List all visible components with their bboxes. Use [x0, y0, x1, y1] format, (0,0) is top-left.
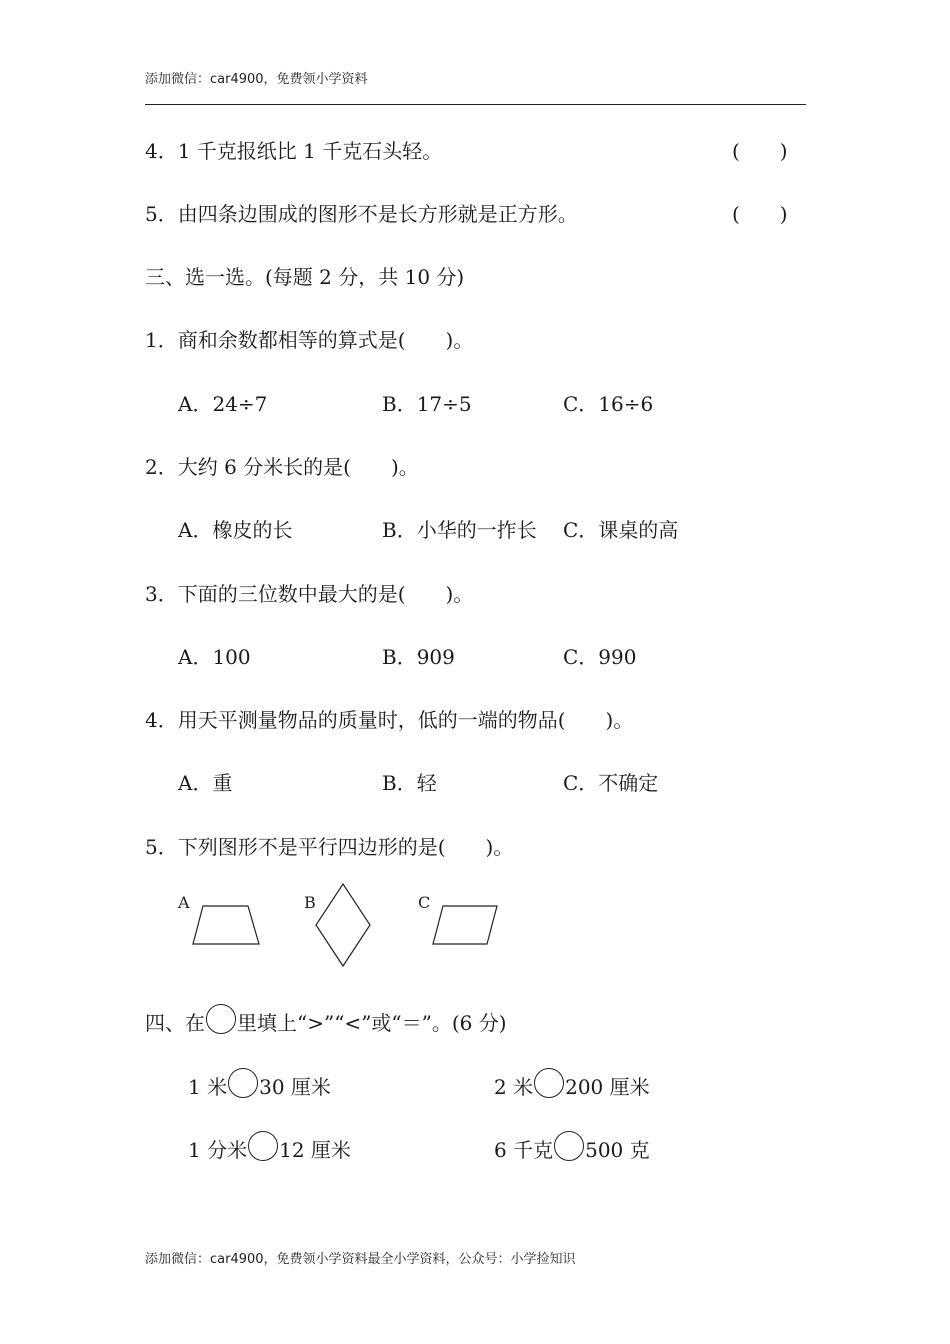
choice-q1-option-a: A．24÷7 — [178, 392, 268, 416]
choice-q1: 1．商和余数都相等的算式是( )。 — [145, 328, 474, 352]
compare-item-1-answer-circle[interactable] — [228, 1068, 258, 1098]
choice-q3-option-b: B．909 — [382, 645, 455, 669]
compare-item-1 — [188, 1068, 331, 1101]
compare-title-prefix: 四、在 — [145, 1011, 205, 1035]
compare-item-4 — [494, 1131, 650, 1164]
shape-a-trapezoid — [193, 906, 259, 944]
compare-title-suffix: 里填上“>”“<”或“＝”。(6 分) — [237, 1011, 507, 1035]
choice-q5-shapes-figure — [170, 880, 510, 975]
choice-q5: 5．下列图形不是平行四边形的是( )。 — [145, 835, 514, 859]
choice-q2-option-a: A．橡皮的长 — [178, 518, 293, 542]
compare-title-circle-icon — [206, 1004, 236, 1034]
choice-q4-option-b: B．轻 — [382, 771, 437, 795]
header-divider — [145, 104, 806, 105]
shape-label-b: B — [304, 893, 316, 912]
shape-c-parallelogram — [433, 906, 497, 944]
compare-item-4-right: 500 克 — [585, 1138, 650, 1162]
choice-q4-option-c: C．不确定 — [563, 771, 659, 795]
choice-q1-option-c: C．16÷6 — [563, 392, 654, 416]
compare-item-3-right: 12 厘米 — [279, 1138, 351, 1162]
shape-label-c: C — [418, 893, 431, 912]
judge-item-4: 4．1 千克报纸比 1 千克石头轻。 — [145, 139, 443, 163]
compare-item-2-right: 200 厘米 — [565, 1075, 650, 1099]
compare-item-3-left: 1 分米 — [188, 1138, 248, 1162]
choice-q4: 4．用天平测量物品的质量时，低的一端的物品( )。 — [145, 708, 634, 732]
section-choice-title: 三、选一选。(每题 2 分，共 10 分) — [145, 265, 465, 289]
compare-item-3 — [188, 1131, 351, 1164]
compare-item-3-answer-circle[interactable] — [248, 1131, 278, 1161]
compare-item-4-left: 6 千克 — [494, 1138, 554, 1162]
judge-item-5: 5．由四条边围成的图形不是长方形就是正方形。 — [145, 202, 578, 226]
shape-label-a: A — [178, 893, 190, 912]
choice-q3: 3．下面的三位数中最大的是( )。 — [145, 582, 474, 606]
judge-item-4-answer-paren: ( ) — [732, 139, 788, 163]
compare-item-2-left: 2 米 — [494, 1075, 534, 1099]
choice-q3-option-c: C．990 — [563, 645, 637, 669]
choice-q2-option-b: B．小华的一拃长 — [382, 518, 537, 542]
judge-item-5-answer-paren: ( ) — [732, 202, 788, 226]
choice-q2-option-c: C．课桌的高 — [563, 518, 679, 542]
section-compare-title — [145, 1004, 507, 1037]
choice-q4-option-a: A．重 — [178, 771, 233, 795]
choice-q2: 2．大约 6 分米长的是( )。 — [145, 455, 419, 479]
compare-item-1-right: 30 厘米 — [259, 1075, 331, 1099]
shape-b-rhombus — [316, 884, 370, 966]
compare-item-4-answer-circle[interactable] — [554, 1131, 584, 1161]
compare-item-1-left: 1 米 — [188, 1075, 228, 1099]
page-header: 添加微信：car4900，免费领小学资料 — [145, 72, 368, 87]
choice-q1-option-b: B．17÷5 — [382, 392, 472, 416]
page-footer: 添加微信：car4900，免费领小学资料最全小学资料，公众号：小学捡知识 — [145, 1252, 576, 1267]
compare-item-2 — [494, 1068, 650, 1101]
compare-item-2-answer-circle[interactable] — [534, 1068, 564, 1098]
choice-q3-option-a: A．100 — [178, 645, 251, 669]
